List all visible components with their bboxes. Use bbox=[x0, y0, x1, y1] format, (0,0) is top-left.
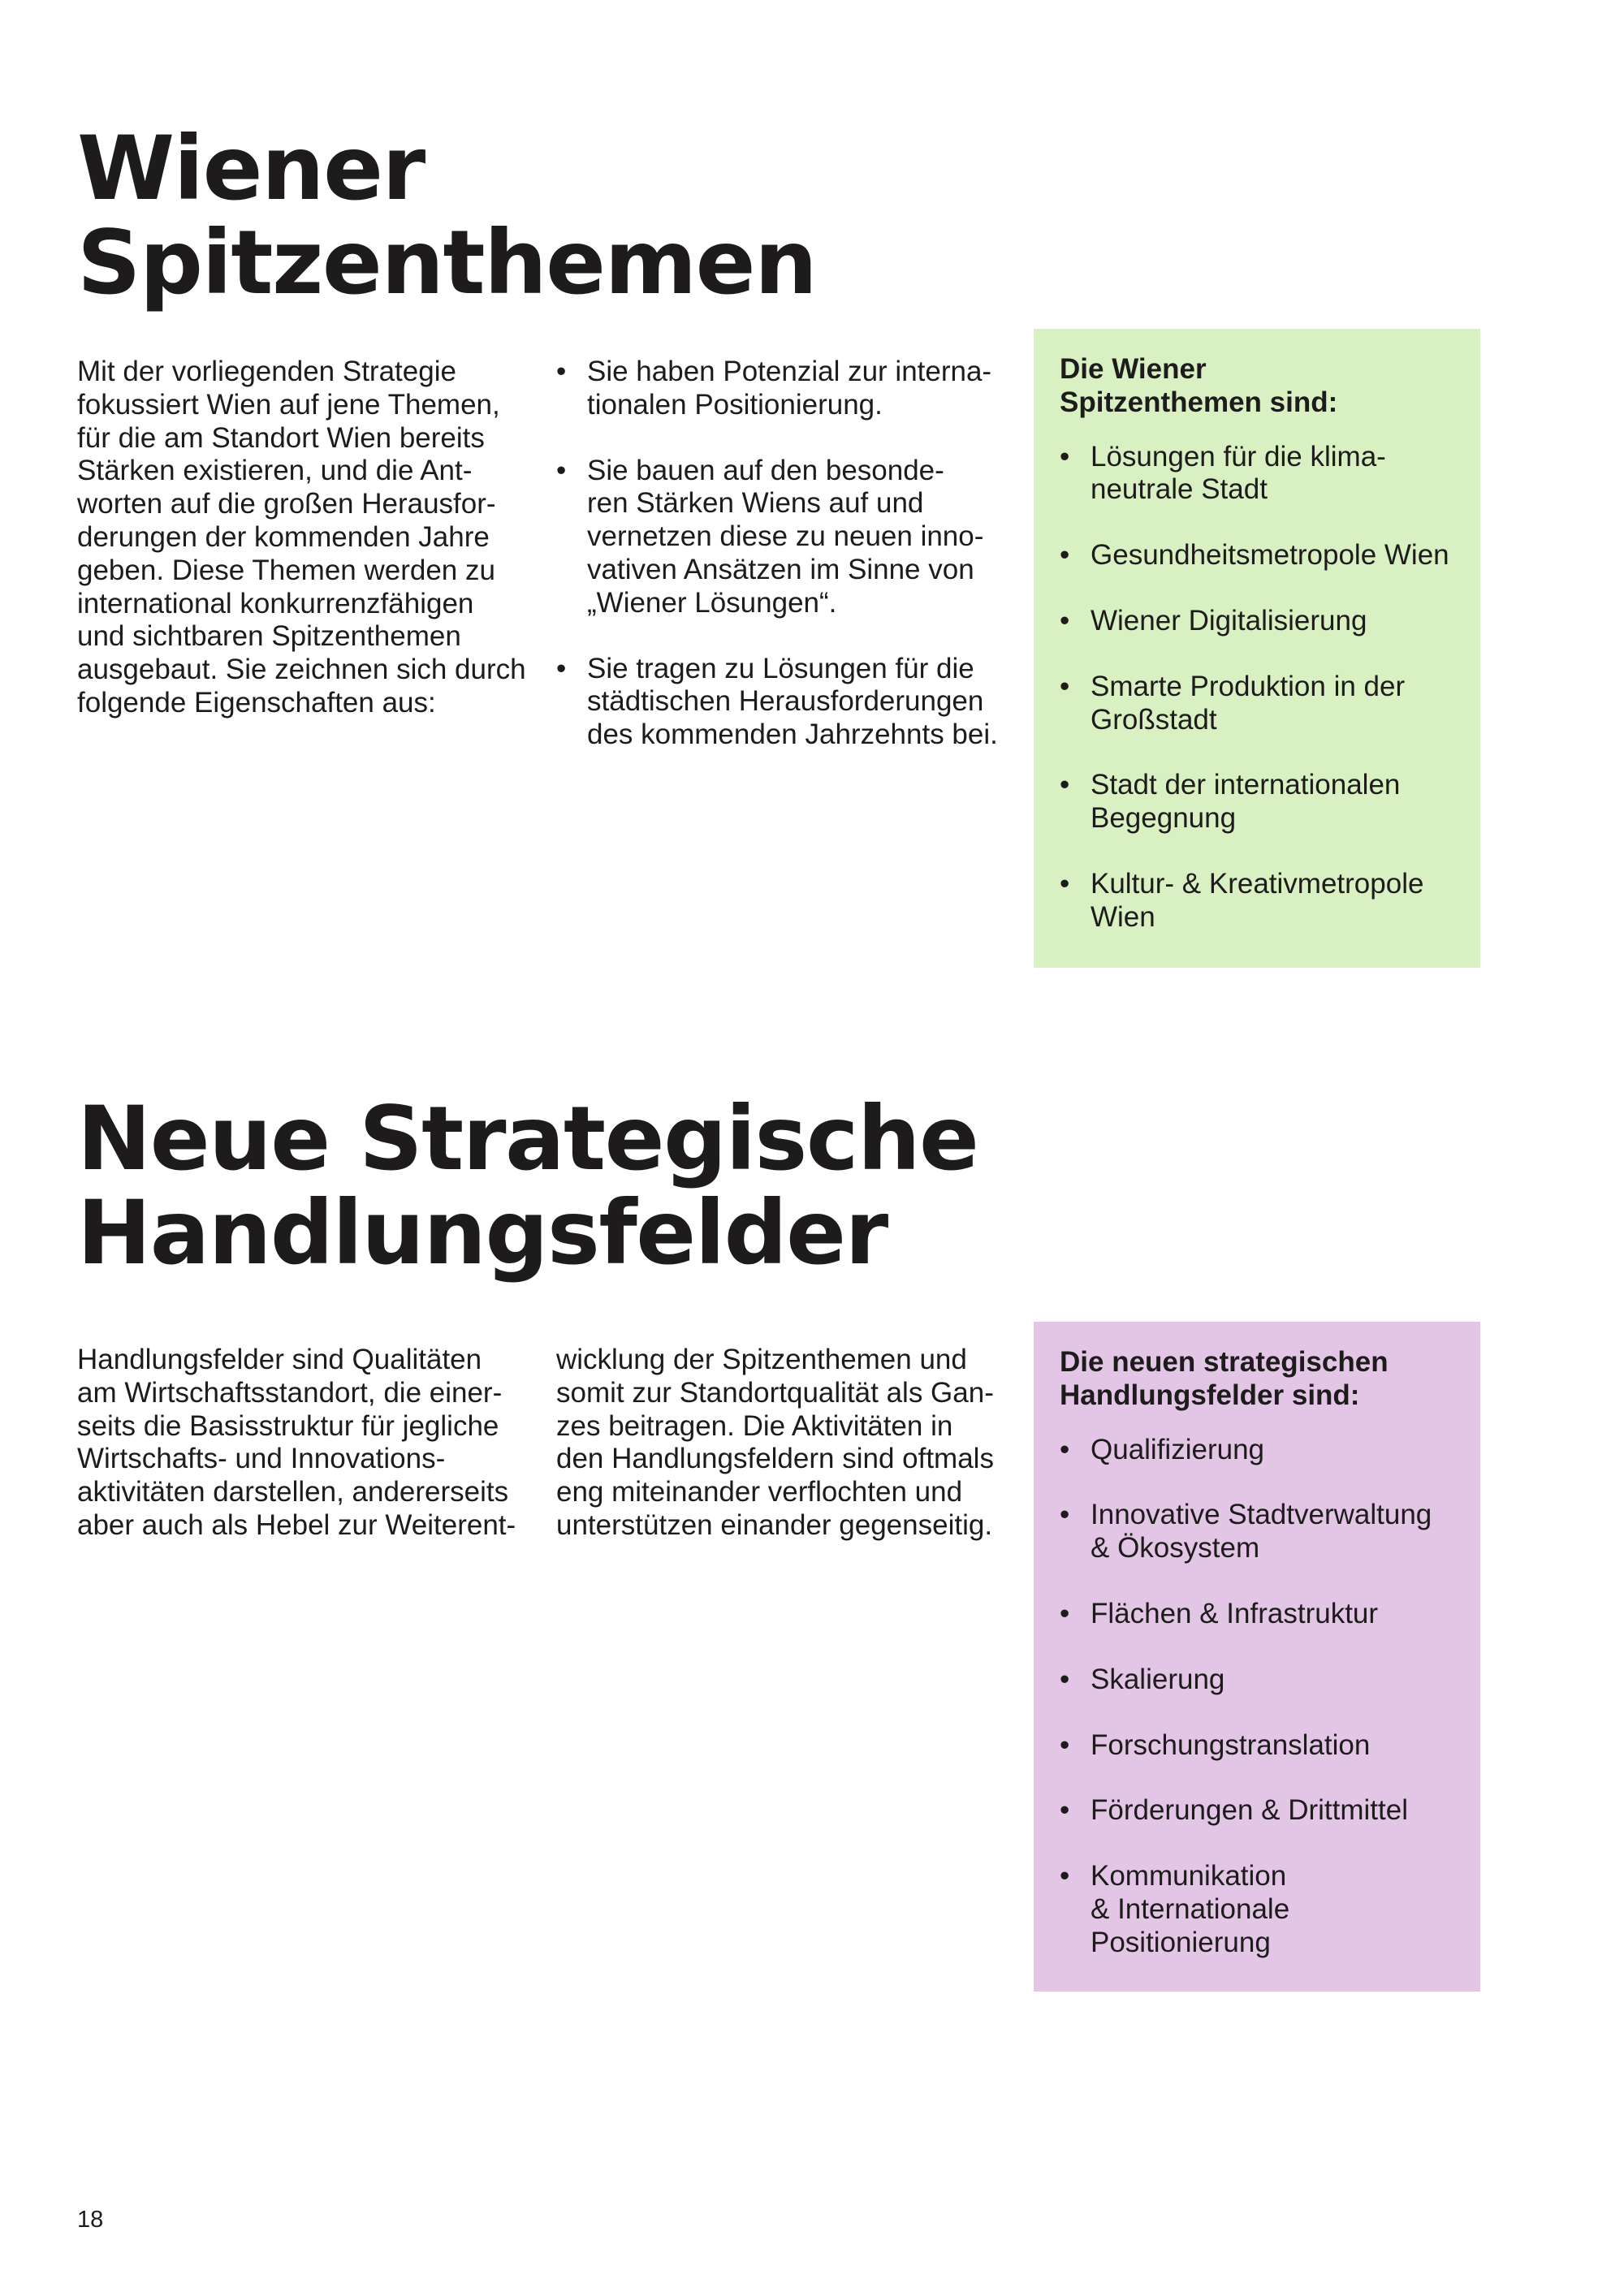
intro-paragraph bbox=[77, 356, 532, 720]
title-line: Die neuen strategischen bbox=[1060, 1346, 1389, 1378]
text-line: städtischen Herausforderungen bbox=[587, 685, 984, 718]
list-item bbox=[556, 455, 1011, 620]
section-title-spitzenthemen bbox=[77, 117, 817, 314]
list-item bbox=[1060, 605, 1454, 638]
list-item bbox=[1060, 1434, 1454, 1467]
text-line: „Wiener Lösungen“. bbox=[587, 586, 837, 619]
box-list bbox=[1060, 441, 1454, 934]
title-line: Handlungsfelder sind: bbox=[1060, 1379, 1360, 1411]
text-line: somit zur Standortqualität als Gan- bbox=[556, 1376, 994, 1409]
text-line: vernetzen diese zu neuen inno- bbox=[587, 520, 984, 553]
text-line: • Smarte Produktion in der bbox=[1091, 670, 1406, 702]
text-line: und sichtbaren Spitzenthemen bbox=[77, 620, 461, 653]
box-title bbox=[1060, 353, 1454, 420]
handlungsfelder-box bbox=[1034, 1322, 1480, 1992]
list-item bbox=[1060, 1860, 1454, 1959]
title-line: Handlungsfelder bbox=[77, 1181, 888, 1284]
text-line: zes beitragen. Die Aktivitäten in bbox=[556, 1409, 953, 1442]
text-line: Begegnung bbox=[1091, 802, 1237, 835]
list-item bbox=[1060, 1729, 1454, 1763]
text-line: • Kultur- & Kreativmetropole bbox=[1091, 867, 1424, 900]
text-line: Mit der vorliegenden Strategie bbox=[77, 356, 456, 387]
handlungsfelder-paragraph-col1 bbox=[77, 1344, 532, 1543]
text-line: neutrale Stadt bbox=[1091, 473, 1268, 506]
text-line: • Forschungstranslation bbox=[1091, 1728, 1371, 1761]
title-line: Spitzenthemen sind: bbox=[1060, 386, 1338, 418]
box-list bbox=[1060, 1434, 1454, 1960]
text-line: seits die Basisstruktur für jegliche bbox=[77, 1409, 499, 1442]
text-line: des kommenden Jahrzehnts bei. bbox=[587, 719, 998, 751]
text-line: ausgebaut. Sie zeichnen sich durch bbox=[77, 654, 526, 686]
text-line: für die am Standort Wien bereits bbox=[77, 421, 485, 454]
text-line: tionalen Positionierung. bbox=[587, 388, 883, 421]
text-line: • Innovative Stadtverwaltung bbox=[1091, 1499, 1432, 1531]
text-line: wicklung der Spitzenthemen und bbox=[556, 1344, 967, 1375]
title-line: Die Wiener bbox=[1060, 353, 1207, 385]
text-line: eng miteinander verflochten und bbox=[556, 1476, 963, 1508]
text-line: worten auf die großen Herausfor- bbox=[77, 488, 496, 520]
text-line: • Förderungen & Drittmittel bbox=[1091, 1794, 1408, 1827]
section-title-handlungsfelder bbox=[77, 1087, 978, 1284]
text-line: • Lösungen für die klima- bbox=[1091, 440, 1386, 473]
list-item bbox=[1060, 671, 1454, 737]
text-line: geben. Diese Themen werden zu bbox=[77, 554, 495, 586]
text-line: Wirtschafts- und Innovations- bbox=[77, 1443, 446, 1475]
text-line: am Wirtschaftsstandort, die einer- bbox=[77, 1376, 503, 1409]
text-line: Großstadt bbox=[1091, 703, 1217, 736]
text-line: aktivitäten darstellen, andererseits bbox=[77, 1476, 509, 1508]
title-line: Neue Strategische bbox=[77, 1087, 978, 1190]
spitzenthemen-box bbox=[1034, 329, 1480, 968]
text-line: Positionierung bbox=[1091, 1926, 1271, 1958]
text-line: den Handlungsfeldern sind oftmals bbox=[556, 1443, 994, 1475]
text-line: • Gesundheitsmetropole Wien bbox=[1091, 539, 1449, 572]
list-item bbox=[1060, 1794, 1454, 1828]
text-line: • Sie tragen zu Lösungen für die bbox=[587, 652, 974, 684]
text-line: Handlungsfelder sind Qualitäten bbox=[77, 1344, 482, 1375]
list-item bbox=[1060, 441, 1454, 507]
text-line: aber auch als Hebel zur Weiterent- bbox=[77, 1508, 516, 1541]
text-line: fokussiert Wien auf jene Themen, bbox=[77, 388, 500, 421]
list-item bbox=[1060, 539, 1454, 572]
title-line: Wiener bbox=[77, 117, 425, 220]
text-line: & Ökosystem bbox=[1091, 1532, 1260, 1564]
text-line: international konkurrenzfähigen bbox=[77, 587, 474, 619]
text-line: • Qualifizierung bbox=[1091, 1433, 1264, 1465]
text-line: • Stadt der internationalen bbox=[1091, 769, 1401, 801]
text-line: folgende Eigenschaften aus: bbox=[77, 686, 436, 719]
list-item bbox=[1060, 868, 1454, 934]
text-line: • Sie bauen auf den besonde- bbox=[587, 454, 944, 486]
list-item bbox=[1060, 1499, 1454, 1565]
text-line: vativen Ansätzen im Sinne von bbox=[587, 553, 974, 585]
text-line: • Sie haben Potenzial zur interna- bbox=[587, 356, 992, 387]
list-item bbox=[556, 356, 1011, 422]
text-line: derungen der kommenden Jahre bbox=[77, 520, 490, 553]
list-item bbox=[1060, 1664, 1454, 1697]
text-line: • Skalierung bbox=[1091, 1663, 1225, 1695]
text-line: • Kommunikation bbox=[1091, 1860, 1287, 1892]
text-line: • Flächen & Infrastruktur bbox=[1091, 1597, 1379, 1629]
text-line: • Wiener Digitalisierung bbox=[1091, 604, 1367, 637]
text-line: ren Stärken Wiens auf und bbox=[587, 487, 924, 520]
list-item bbox=[1060, 769, 1454, 835]
text-line: & Internationale bbox=[1091, 1892, 1290, 1925]
text-line: Wien bbox=[1091, 900, 1155, 933]
properties-list bbox=[556, 356, 1011, 752]
list-item bbox=[556, 653, 1011, 752]
list-item bbox=[1060, 1598, 1454, 1631]
title-line: Spitzenthemen bbox=[77, 211, 817, 314]
handlungsfelder-paragraph-col2 bbox=[556, 1344, 1011, 1543]
box-title bbox=[1060, 1346, 1454, 1413]
text-line: unterstützen einander gegenseitig. bbox=[556, 1508, 993, 1541]
text-line: Stärken existieren, und die Ant- bbox=[77, 455, 473, 487]
page-number: 18 bbox=[77, 2207, 104, 2233]
